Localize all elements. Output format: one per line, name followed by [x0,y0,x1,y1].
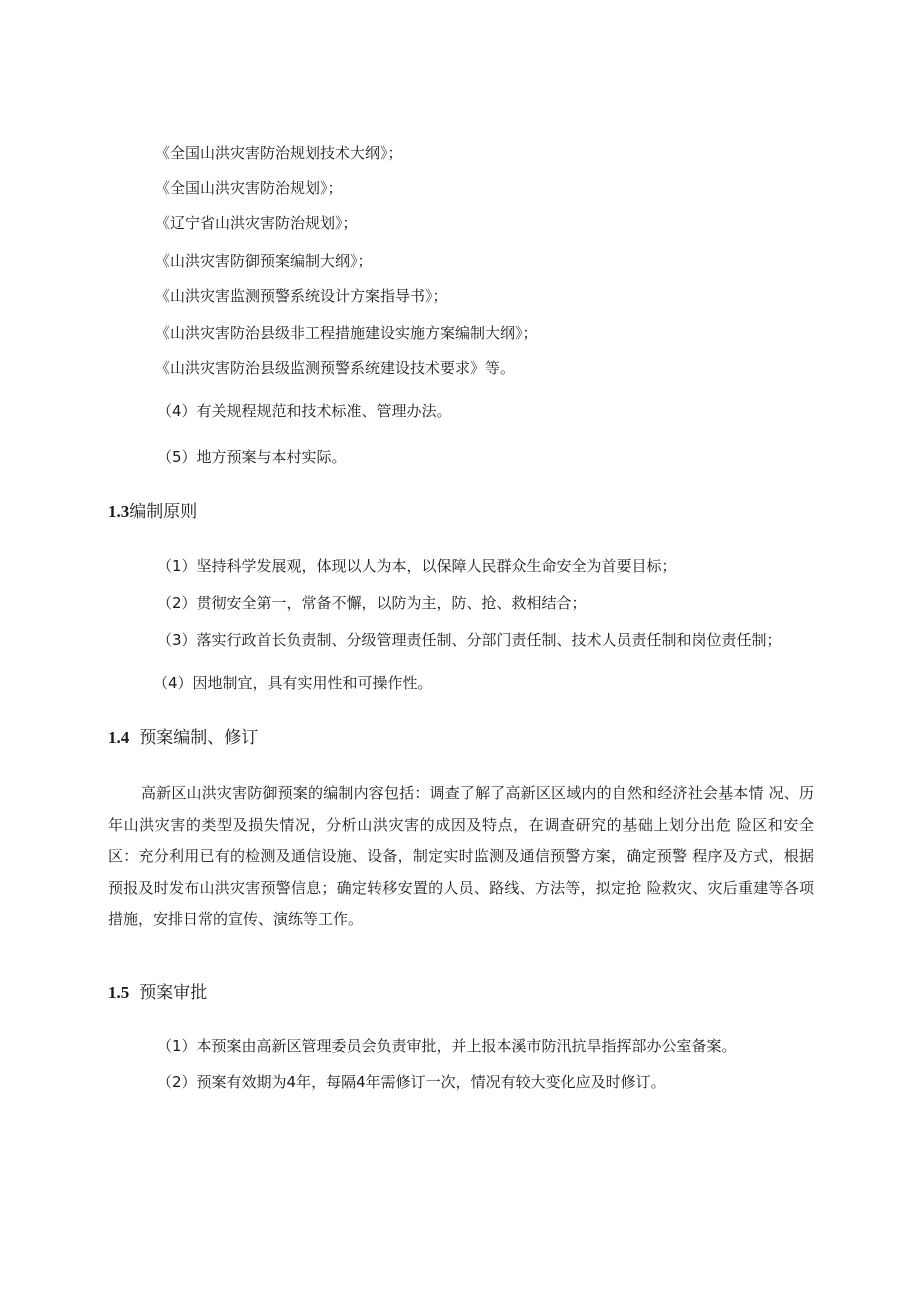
principle-item: （1）坚持科学发展观，体现以人为本，以保障人民群众生命安全为首要目标； [157,557,677,575]
principle-item: （3）落实行政首长负责制、分级管理责任制、分部门责任制、技术人员责任制和岗位责任制； [157,631,782,649]
principle-item: （4）因地制宜，具有实用性和可操作性。 [153,674,433,692]
section-title: 编制原则 [129,502,198,522]
approval-item: （1）本预案由高新区管理委员会负责审批，并上报本溪市防汛抗旱指挥部办公室备案。 [157,1037,737,1055]
reference-item: 《辽宁省山洪灾害防治规划》； [155,214,358,232]
approval-item: （2）预案有效期为4年，每隔4年需修订一次，情况有较大变化应及时修订。 [157,1073,666,1091]
section-heading-1-5 [108,982,207,1004]
reference-item: 《山洪灾害防治县级监测预警系统建设技术要求》等。 [155,359,516,377]
section-heading-1-3 [108,501,197,523]
reference-item: 《山洪灾害监测预警系统设计方案指导书》； [155,287,448,305]
reference-item: 《全国山洪灾害防治规划》； [155,179,343,197]
reference-item: 《山洪灾害防御预案编制大纲》； [155,252,373,270]
basis-item: （4）有关规程规范和技术标准、管理办法。 [157,402,452,420]
basis-item: （5）地方预案与本村实际。 [157,448,347,466]
section-number: 1.4 [108,728,130,747]
section-number: 1.5 [108,983,130,1002]
reference-item: 《全国山洪灾害防治规划技术大纲》； [155,144,403,162]
principle-item: （2）贯彻安全第一，常备不懈，以防为主，防、抢、救相结合； [157,594,587,612]
section-heading-1-4 [108,727,258,749]
section-title: 预案审批 [139,983,208,1003]
section-title: 预案编制、修订 [139,728,259,748]
section-paragraph: 高新区山洪灾害防御预案的编制内容包括：调查了解了高新区区域内的自然和经济社会基本情 况、历年山洪灾害的类型及损失情况，分析山洪灾害的成因及特点，在调查研究的基础上划分出危 险区和安全区：充分利用已有的检测及通信设施、设备，制定实时监测及通信预警方案，确定预警 程序及方式，根据预报及时发布山洪灾害预警信息；确定转移安置的人员、路线、方法等，拟定抢 险救灾、灾后重建等各项措施，安排日常的宣传、演练等工作。 [108,784,814,928]
reference-item: 《山洪灾害防治县级非工程措施建设实施方案编制大纲》； [155,324,538,342]
section-number: 1.3 [108,502,130,521]
